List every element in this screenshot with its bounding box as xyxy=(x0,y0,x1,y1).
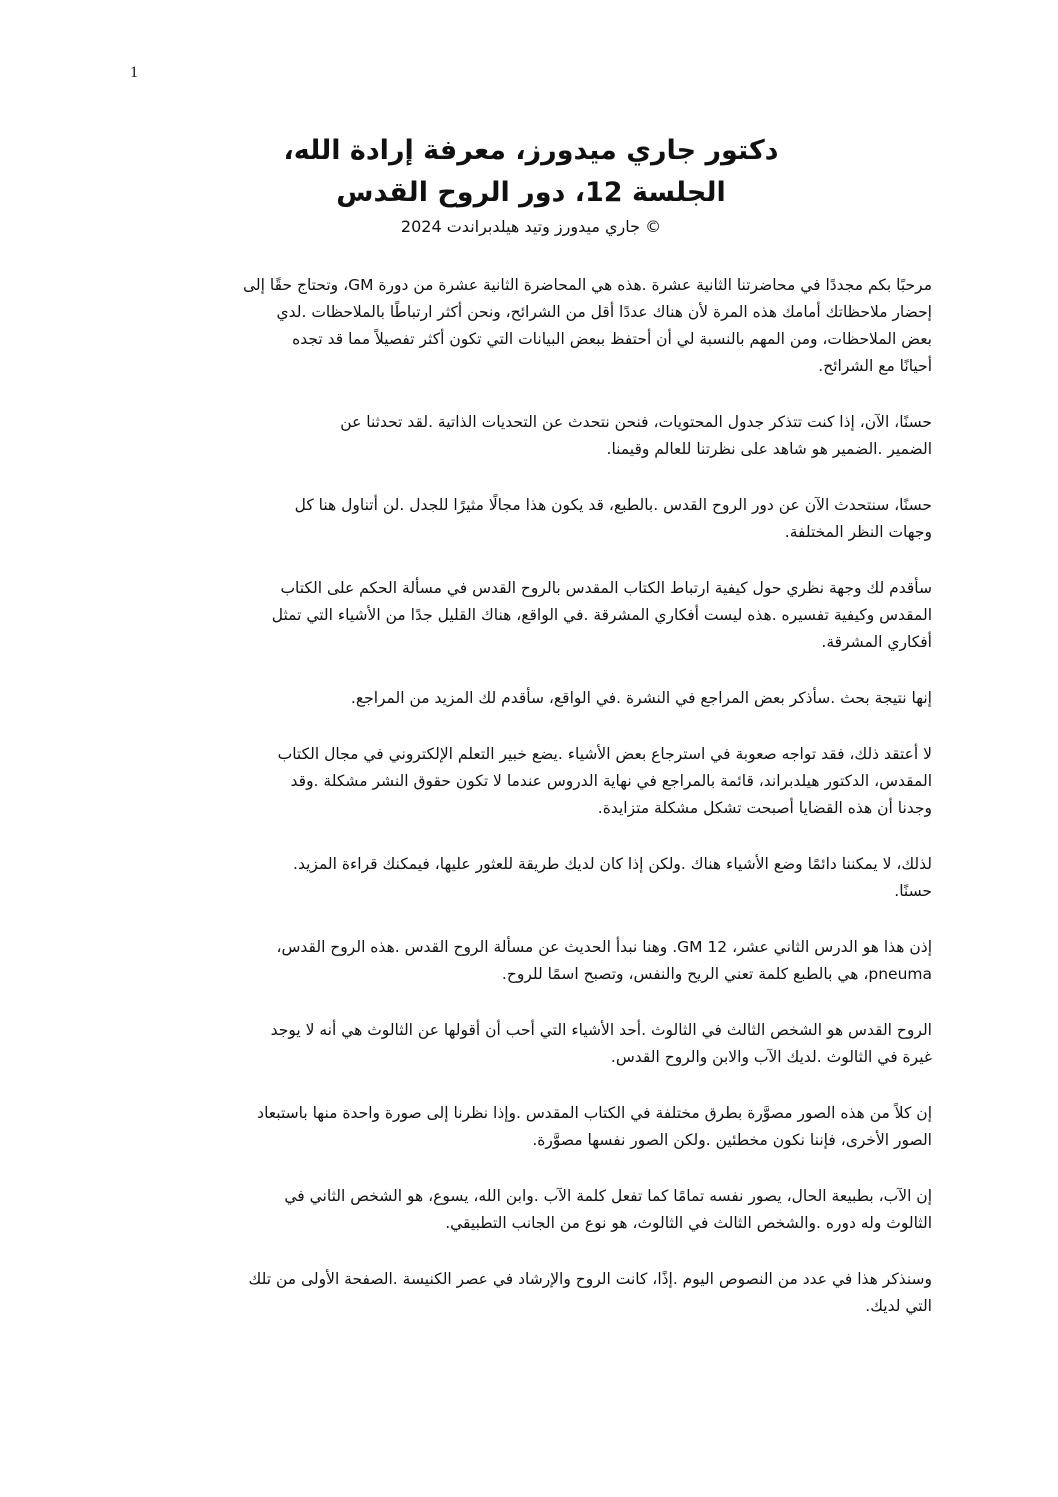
paragraph xyxy=(130,575,932,656)
subtitle-text: جاري ميدورز وتيد هيلدبراندت 2024 © xyxy=(400,217,662,236)
paragraph xyxy=(130,934,932,988)
paragraph-line: المقدس، الدكتور هيلدبراند، قائمة بالمراجع في نهاية الدروس عندما لا تكون حقوق النشر مشكلة .وقد xyxy=(290,772,932,790)
paragraph-line: إحضار ملاحظاتك أمامك هذه المرة لأن هناك عددًا أقل من الشرائح، ونحن أكثر ارتباطًا بالملاحظات .لدي xyxy=(276,303,932,321)
paragraph-line: إن كلاً من هذه الصور مصوَّرة بطرق مختلفة في الكتاب المقدس .وإذا نظرنا إلى صورة واحدة منها باستبعاد xyxy=(257,1104,932,1122)
document-title xyxy=(130,130,932,214)
paragraph-line: .الصور الأخرى، فإننا نكون مخطئين .ولكن الصور نفسها مصوَّرة xyxy=(532,1131,932,1149)
paragraph-line: الروح القدس هو الشخص الثالث في الثالوث .أحد الأشياء التي أحب أن أقولها عن الثالوث هي أنه لا يوجد xyxy=(270,1021,932,1039)
paragraph-line: .الثالوث وله دوره .والشخص الثالث في الثالوث، هو نوع من الجانب التطبيقي xyxy=(445,1214,932,1232)
paragraph-line: .وجهات النظر المختلفة xyxy=(784,523,932,541)
paragraph xyxy=(130,272,932,380)
paragraph-line: .وجدنا أن هذه القضايا أصبحت تشكل مشكلة متزايدة xyxy=(597,799,932,817)
document-header xyxy=(130,130,932,240)
title-line: الجلسة 12، دور الروح القدس xyxy=(336,177,726,208)
page-number: 1 xyxy=(130,64,138,81)
paragraph-line: بعض الملاحظات، ومن المهم بالنسبة لي أن أحتفظ ببعض البيانات التي تكون أكثر تفصيلاً مما قد تجده xyxy=(292,330,932,348)
paragraph xyxy=(130,1017,932,1071)
paragraph-line: ،وهنا نبدأ الحديث عن مسألة الروح القدس .هذه الروح القدس .GM 12 ،إذن هذا هو الدرس الثاني عشر xyxy=(276,938,932,956)
paragraph-line: .التي لديك xyxy=(865,1297,932,1315)
paragraph-line: .أفكاري المشرقة xyxy=(821,633,932,651)
document-body xyxy=(130,272,932,1349)
paragraph xyxy=(130,492,932,546)
title-line: ،دكتور جاري ميدورز، معرفة إرادة الله xyxy=(283,135,779,166)
paragraph xyxy=(130,685,932,712)
paragraph-line: المقدس وكيفية تفسيره .هذه ليست أفكاري المشرقة .في الواقع، هناك القليل جدًا من الأشياء التي تمثل xyxy=(271,606,932,624)
paragraph-line: .هي بالطبع كلمة تعني الريح والنفس، وتصبح اسمًا للروح ،pneuma xyxy=(501,965,932,983)
paragraph xyxy=(130,1100,932,1154)
paragraph-line: .إنها نتيجة بحث .سأذكر بعض المراجع في النشرة .في الواقع، سأقدم لك المزيد من المراجع xyxy=(350,689,932,707)
paragraph-line: حسنًا، الآن، إذا كنت تتذكر جدول المحتويات، فنحن نتحدث عن التحديات الذاتية .لقد تحدثنا عن xyxy=(340,413,932,431)
paragraph xyxy=(130,1183,932,1237)
paragraph-line: لا أعتقد ذلك، فقد تواجه صعوبة في استرجاع بعض الأشياء .يضع خبير التعلم الإلكتروني في مجال الكتاب xyxy=(277,745,932,763)
paragraph-line: وسنذكر هذا في عدد من النصوص اليوم .إذًا، كانت الروح والإرشاد في عصر الكنيسة .الصفحة الأولى من تلك xyxy=(248,1270,932,1288)
paragraph-line: سأقدم لك وجهة نظري حول كيفية ارتباط الكتاب المقدس بالروح القدس في مسألة الحكم على الكتاب xyxy=(280,579,932,597)
paragraph-line: .الضمير .الضمير هو شاهد على نظرتنا للعالم وقيمنا xyxy=(606,440,932,458)
paragraph xyxy=(130,1266,932,1320)
paragraph-line: إن الآب، بطبيعة الحال، يصور نفسه تمامًا كما تفعل كلمة الآب .وابن الله، يسوع، هو الشخص الثاني في xyxy=(284,1187,932,1205)
paragraph-line: .غيرة في الثالوث .لديك الآب والابن والروح القدس xyxy=(610,1048,932,1066)
paragraph xyxy=(130,741,932,822)
paragraph xyxy=(130,409,932,463)
paragraph xyxy=(130,851,932,905)
paragraph-line: .لذلك، لا يمكننا دائمًا وضع الأشياء هناك .ولكن إذا كان لديك طريقة للعثور عليها، فيمكنك قراءة المزيد xyxy=(293,855,932,873)
copyright-line xyxy=(130,214,932,240)
paragraph-line: .أحيانًا مع الشرائح xyxy=(818,357,932,375)
paragraph-line: .حسنًا xyxy=(894,882,932,900)
paragraph-line: حسنًا، سنتحدث الآن عن دور الروح القدس .بالطبع، قد يكون هذا مجالًا مثيرًا للجدل .لن أتناول هنا كل xyxy=(294,496,932,514)
paragraph-line: وتحتاج حقًا إلى ،GM مرحبًا بكم مجددًا في محاضرتنا الثانية عشرة .هذه هي المحاضرة الثانية عشرة من دورة xyxy=(243,276,932,294)
